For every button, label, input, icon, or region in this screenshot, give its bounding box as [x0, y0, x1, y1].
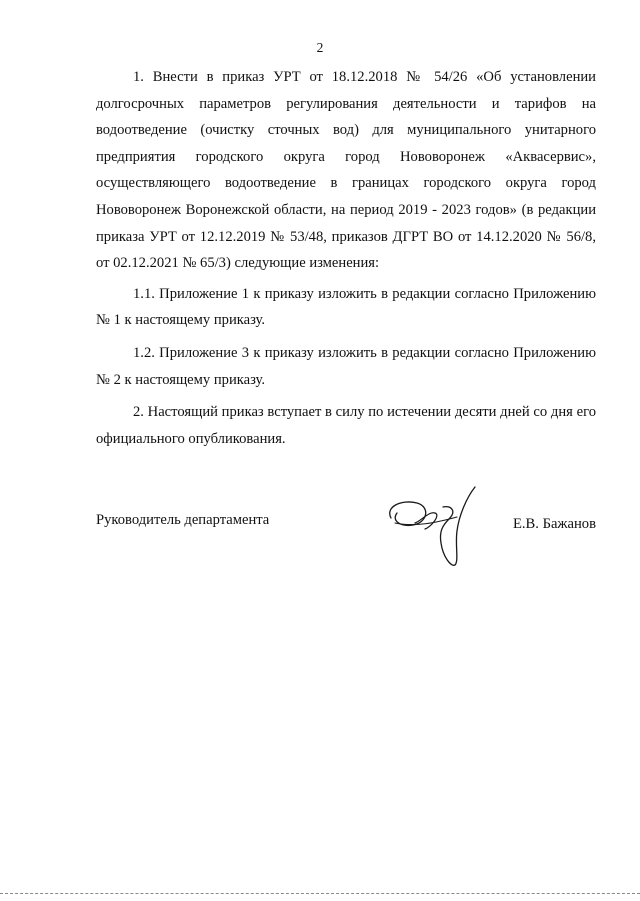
- paragraph-effective-date: 2. Настоящий приказ вступает в силу по истечении десяти дней со дня его официального опубликования.: [96, 404, 596, 447]
- paragraph-amendment: 1. Внести в приказ УРТ от 18.12.2018 № 54/26 «Об установлении долгосрочных параметров регулирования деятельности и тарифов на водоотведение (очистку сточных вод) для муниципального унитарного предприятия городского округа город Нововоронеж «Аквасервис», осуществляющего водоотведение в границах городского округа город Нововоронеж Воронежской области, на период 2019 - 2023 годов» (в редакции приказа УРТ от 12.12.2019 № 53/48, приказов ДГРТ ВО от 14.12.2020 № 56/8, от 02.12.2021 № 65/3) следующие изменения:: [96, 69, 596, 272]
- document-body: [96, 64, 596, 452]
- signatory-position: Руководитель департамента: [96, 512, 270, 528]
- paragraph-item-1-2: 1.2. Приложение 3 к приказу изложить в редакции согласно Приложению № 2 к настоящему приказу.: [96, 344, 596, 388]
- handwritten-signature: [385, 483, 480, 573]
- signature-block: [96, 512, 596, 538]
- signatory-name: Е.В. Бажанов: [512, 516, 596, 532]
- page-number: 2: [316, 40, 324, 55]
- paragraph-item-1-1: 1.1. Приложение 1 к приказу изложить в редакции согласно Приложению № 1 к настоящему приказу.: [96, 285, 596, 329]
- page-bottom-rule: [0, 893, 640, 894]
